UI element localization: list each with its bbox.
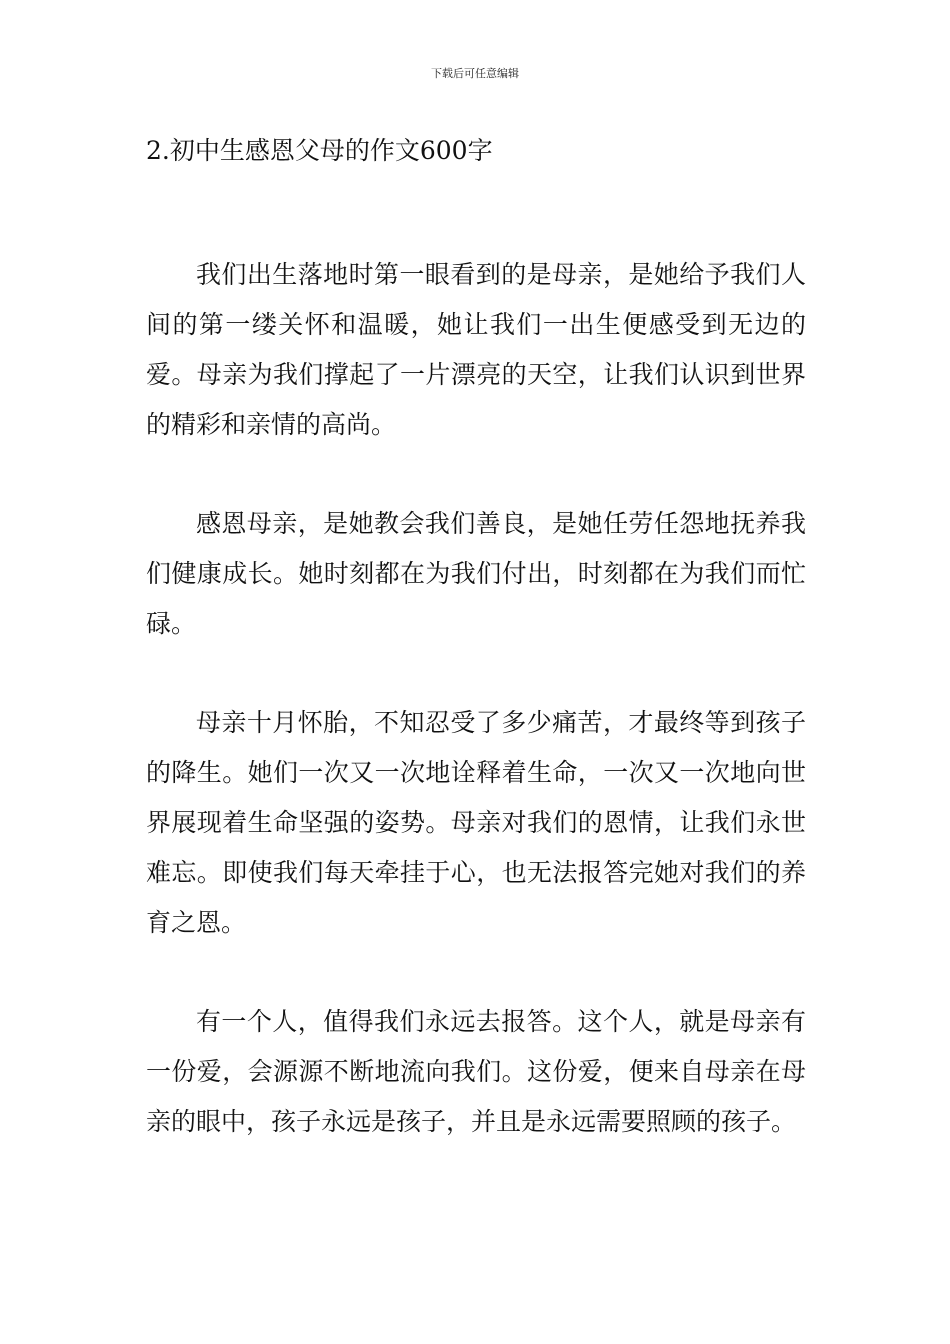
paragraph-4: 有一个人，值得我们永远去报答。这个人，就是母亲有一份爱，会源源不断地流向我们。这份爱，便来自母亲在母亲的眼中，孩子永远是孩子，并且是永远需要照顾的孩子。 — [146, 1007, 806, 1136]
document-title: 2.初中生感恩父母的作文600字 — [146, 136, 493, 165]
paragraph-3: 母亲十月怀胎，不知忍受了多少痛苦，才最终等到孩子的降生。她们一次又一次地诠释着生命，一次又一次地向世界展现着生命坚强的姿势。母亲对我们的恩情，让我们永世难忘。即使我们每天牵挂于心，也无法报答完她对我们的养育之恩。 — [146, 708, 806, 937]
paragraph-2: 感恩母亲，是她教会我们善良，是她任劳任怨地抚养我们健康成长。她时刻都在为我们付出，时刻都在为我们而忙碌。 — [146, 509, 806, 638]
header-note: 下载后可任意编辑 — [431, 67, 519, 80]
paragraph-1: 我们出生落地时第一眼看到的是母亲，是她给予我们人间的第一缕关怀和温暖，她让我们一出生便感受到无边的爱。母亲为我们撑起了一片漂亮的天空，让我们认识到世界的精彩和亲情的高尚。 — [146, 260, 806, 439]
